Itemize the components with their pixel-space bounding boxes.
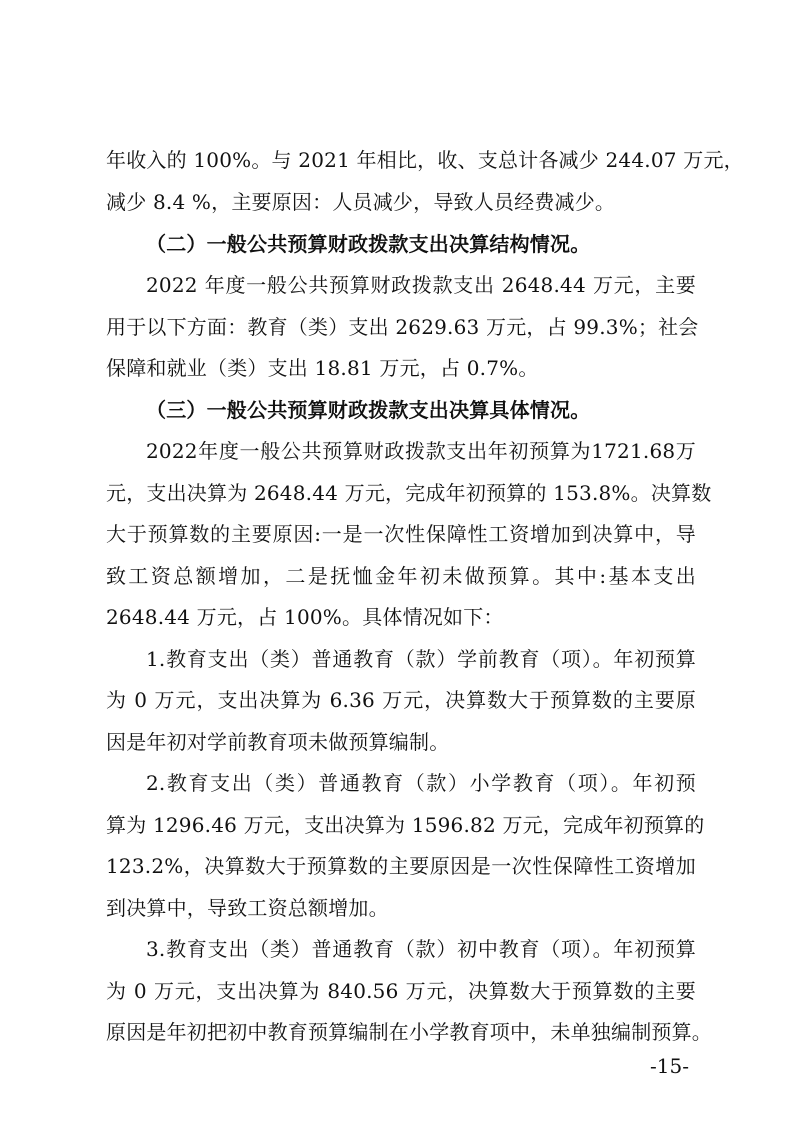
- paragraph-line: 算为 1296.46 万元，支出决算为 1596.82 万元，完成年初预算的: [106, 813, 705, 837]
- paragraph-line: 用于以下方面：教育（类）支出 2629.63 万元，占 99.3%；社会: [106, 315, 699, 339]
- section-heading: （二）一般公共预算财政拨款支出决算结构情况。: [146, 232, 591, 256]
- paragraph-line: 3.教育支出（类）普通教育（款）初中教育（项）。年初预算: [146, 937, 696, 961]
- paragraph-line: 2648.44 万元，占 100%。具体情况如下：: [106, 605, 504, 629]
- paragraph-line: 2022年度一般公共预算财政拨款支出年初预算为1721.68万: [146, 439, 696, 463]
- paragraph-line: 2022 年度一般公共预算财政拨款支出 2648.44 万元，主要: [146, 273, 696, 297]
- paragraph-line: 123.2%，决算数大于预算数的主要原因是一次性保障性工资增加: [106, 854, 696, 878]
- paragraph-line: 原因是年初把初中教育预算编制在小学教育项中，未单独编制预算。: [106, 1020, 712, 1044]
- paragraph-line: 元，支出决算为 2648.44 万元，完成年初预算的 153.8%。决算数: [106, 481, 712, 505]
- paragraph-line: 年收入的 100%。与 2021 年相比，收、支总计各减少 244.07 万元，: [106, 148, 744, 172]
- paragraph-line: 为 0 万元，支出决算为 840.56 万元，决算数大于预算数的主要: [106, 979, 696, 1003]
- paragraph-line: 2.教育支出（类）普通教育（款）小学教育（项）。年初预: [146, 771, 696, 795]
- paragraph-line: 减少 8.4 %，主要原因：人员减少，导致人员经费减少。: [106, 190, 616, 214]
- paragraph-line: 大于预算数的主要原因:一是一次性保障性工资增加到决算中，导: [106, 522, 696, 546]
- paragraph-line: 为 0 万元，支出决算为 6.36 万元，决算数大于预算数的主要原: [106, 688, 696, 712]
- paragraph-line: 因是年初对学前教育项未做预算编制。: [106, 730, 450, 754]
- paragraph-line: 到决算中，导致工资总额增加。: [106, 896, 389, 920]
- paragraph-line: 1.教育支出（类）普通教育（款）学前教育（项）。年初预算: [146, 647, 696, 671]
- page-number: -15-: [650, 1054, 689, 1078]
- section-heading: （三）一般公共预算财政拨款支出决算具体情况。: [146, 398, 591, 422]
- paragraph-line: 致工资总额增加，二是抚恤金年初未做预算。其中:基本支出: [106, 564, 696, 588]
- paragraph-line: 保障和就业（类）支出 18.81 万元，占 0.7%。: [106, 356, 539, 380]
